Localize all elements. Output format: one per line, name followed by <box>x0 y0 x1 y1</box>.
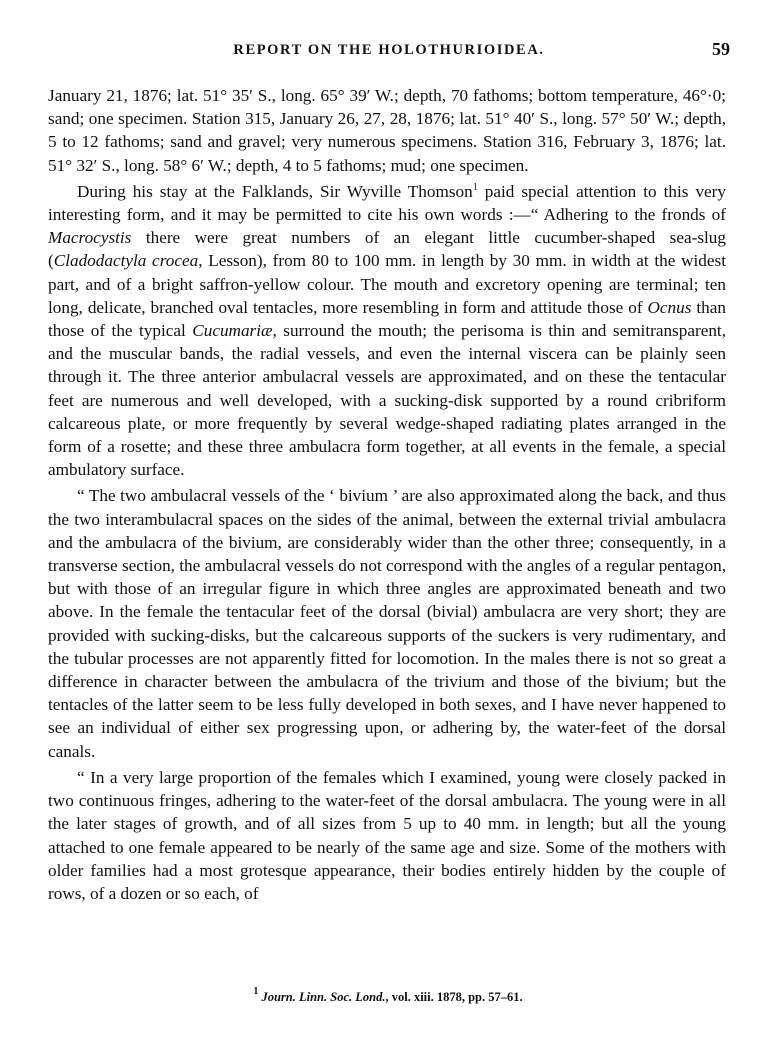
running-title: REPORT ON THE HOLOTHURIOIDEA. <box>233 42 545 58</box>
footnote-journal: Journ. Linn. Soc. Lond. <box>261 990 386 1004</box>
text-span: During his stay at the Falklands, Sir Wyville Thomson <box>77 181 473 201</box>
paragraph-station-list: January 21, 1876; lat. 51° 35′ S., long. 65° 39′ W.; depth, 70 fathoms; bottom temperature, 46°·0; sand; one specimen. Station 315, January 26, 27, 28, 1876; lat. 51° 40′ S., long. 57° 50′ W.; depth, 5 to 12 fathoms; sand and gravel; very numerous specimens. Station 316, February 3, 1876; lat. 51° 32′ S., long. 58° 6′ W.; depth, 4 to 5 fathoms; mud; one specimen. <box>48 86 726 175</box>
text-span: than those of the typical <box>48 297 726 341</box>
text-span: there were great numbers of an elegant little cucumber-shaped sea-slug ( <box>48 228 726 271</box>
text-span: paid special attention to this very interesting form, and it may be permitted to cite his own words :—“ Adhering to the fronds of <box>48 181 726 225</box>
taxon-name: Cladodactyla crocea <box>53 251 199 271</box>
footnote <box>0 986 776 1005</box>
taxon-name: Macrocystis <box>48 228 132 248</box>
footnote-citation: , vol. xiii. 1878, pp. 57–61. <box>385 990 523 1004</box>
text-span: , Lesson), from 80 to 100 mm. in length by 30 mm. in width at the widest part, and of a bright saffron-yellow colour. The mouth and excretory opening are terminal; ten long, delicate, branched oval tentacles, more resembling in form and attitude those of <box>48 251 726 317</box>
taxon-name: Cucumariæ <box>192 321 273 341</box>
paragraph-young: “ In a very large proportion of the females which I examined, young were closely packed in two continuous fringes, adhering to the water-feet of the dorsal ambulacra. The young were in all the later stages of growth, and of all sizes from 5 up to 40 mm. in length; but all the young attached to one female appeared to be nearly of the same age and size. Some of the mothers with older families had a most grotesque appearance, their bodies entirely hidden by the couple of rows, of a dozen or so each, of <box>48 767 726 903</box>
running-header <box>48 39 730 66</box>
paragraph-bivium: “ The two ambulacral vessels of the ‘ bivium ’ are also approximated along the back, and thus the two interambulacral spaces on the sides of the animal, between the external trivial ambulacra and the ambulacra of the bivium, are considerably wider than the other three; consequently, in a transverse section, the ambulacral vessels do not correspond with the angles of a regular pentagon, but with those of an irregular figure in which three angles are approximated beneath and two above. In the female the tentacular feet of the dorsal (bivial) ambulacra are very short; they are provided with sucking-disks, but the calcareous supports of the suckers is very rudimentary, and the tubular processes are not apparently fitted for locomotion. In the males there is not so great a difference in character between the ambulacra of the trivium and those of the bivium; but the tentacles of the latter seem to be less fully developed in both sexes, and I have never happened to see an individual of either sex progressing upon, or adhering by, the water-feet of the dorsal canals. <box>48 486 726 761</box>
taxon-name: Ocnus <box>647 297 692 317</box>
paragraph-thomson-quote <box>48 180 726 482</box>
text-span: , surround the mouth; the perisoma is thin and semitransparent, and the muscular bands, the radial vessels, and even the internal viscera can be plainly seen through it. The three anterior ambulacral vessels are approximated, and on these the tentacular feet are numerous and well developed, with a sucking-disk supported by a round cribriform calcareous plate, or more frequently by several wedge-shaped radiating plates arranged in the form of a rosette; and these three ambulacra form together, at all events in the female, a special ambulatory surface. <box>48 321 726 480</box>
page-number: 59 <box>712 39 730 59</box>
body-text <box>48 84 726 908</box>
footnote-ref: 1 <box>472 181 478 193</box>
footnote-marker: 1 <box>253 986 259 997</box>
